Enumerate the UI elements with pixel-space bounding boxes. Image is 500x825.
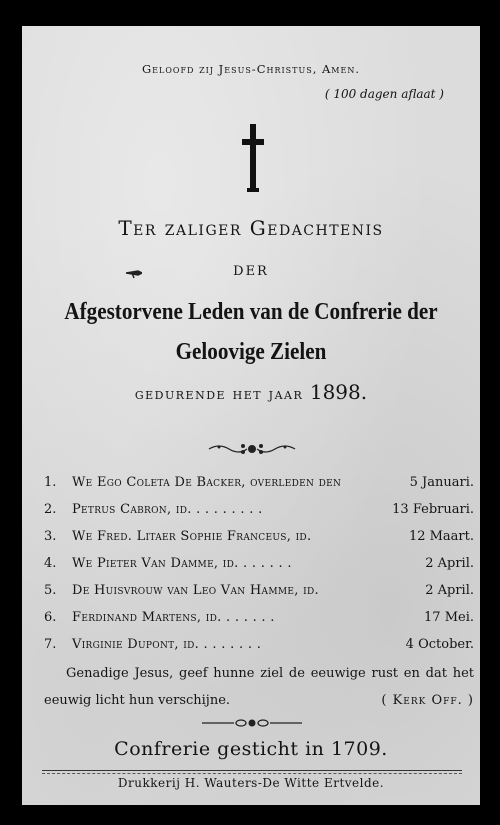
entry-date: 5 Januari. [409,475,474,490]
list-item [44,555,474,582]
chain-divider-icon [202,714,302,733]
entry-date: 4 October. [405,637,474,652]
indulgence-note: ( 100 dagen aflaat ) [324,87,444,101]
prayer-body: Genadige Jesus, geef hunne ziel de eeuwige rust en dat het eeuwig licht hun verschijne. [44,666,474,708]
entry-name: Ferdinand Martens, id. . . . . . . [72,610,275,625]
list-item [44,474,474,501]
entry-name: De Huisvrouw van Leo Van Hamme, id. [72,583,319,598]
entry-date: 2 April. [425,556,474,571]
cross-icon [242,124,264,196]
prayer-reference: ( Kerk Off. ) [381,693,474,708]
list-item [44,501,474,528]
entry-date: 12 Maart. [408,529,474,544]
entry-name: Petrus Cabron, id. . . . . . . . . [72,502,263,517]
member-list [44,474,474,663]
footer-rule-dashed [42,773,462,774]
entry-name: We Ego Coleta De Backer, overleden den [72,475,342,490]
floral-ornament-icon [207,441,297,461]
entry-number: 7. [44,637,57,652]
entry-number: 4. [44,556,57,571]
memorial-card [22,26,480,805]
praise-line: Geloofd zij Jesus-Christus, Amen. [142,62,360,76]
entry-number: 2. [44,502,57,517]
list-item [44,609,474,636]
entry-number: 5. [44,583,57,598]
founded-line: Confrerie gesticht in 1709. [114,738,388,760]
entry-date: 17 Mei. [424,610,474,625]
list-item [44,582,474,609]
prayer-text [44,660,474,714]
entry-name: Virginie Dupont, id. . . . . . . . [72,637,262,652]
during-label: gedurende het jaar [134,384,304,403]
year-value: 1898. [309,380,368,404]
entry-number: 1. [44,475,57,490]
page-title [49,292,452,372]
entry-number: 3. [44,529,57,544]
title-line-2: Geloovige Zielen [175,339,327,365]
footer-rule [42,770,462,771]
entry-name: We Pieter Van Damme, id. . . . . . . [72,556,292,571]
entry-date: 2 April. [425,583,474,598]
year-line [22,380,480,404]
list-item [44,528,474,555]
heading-remembrance: Ter zaliger Gedachtenis [118,216,384,240]
entry-number: 6. [44,610,57,625]
entry-name: We Fred. Litaer Sophie Franceus, id. [72,529,312,544]
printer-credit: Drukkerij H. Wauters-De Witte Ertvelde. [117,776,385,790]
heading-der: DER [233,264,269,279]
title-line-1: Afgestorvene Leden van de Confrerie der [64,299,438,325]
entry-date: 13 Februari. [392,502,474,517]
list-item [44,636,474,663]
